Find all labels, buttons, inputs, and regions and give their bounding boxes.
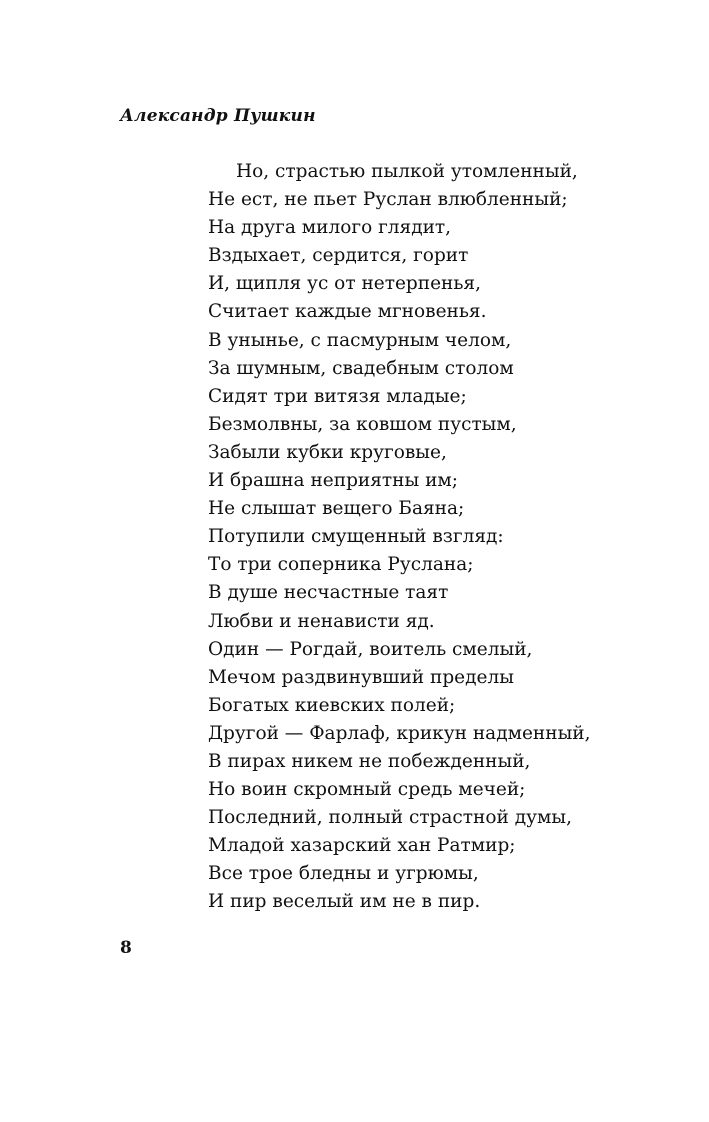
poem-line: И пир веселый им не в пир.	[208, 891, 481, 913]
poem-line: То три соперника Руслана;	[208, 554, 474, 576]
poem-line: Считает каждые мгновенья.	[208, 301, 487, 323]
poem-line: Другой — Фарлаф, крикун надменный,	[208, 722, 591, 744]
poem-line: Все трое бледны и угрюмы,	[208, 863, 479, 885]
poem-line: Потупили смущенный взгляд:	[208, 526, 504, 548]
poem-line: Но воин скромный средь мечей;	[208, 779, 526, 801]
poem-line: В пирах никем не побежденный,	[208, 750, 531, 772]
poem-line: На друга милого глядит,	[208, 217, 452, 239]
poem-line: Один — Рогдай, воитель смелый,	[208, 638, 533, 660]
poem-line: В душе несчастные таят	[208, 582, 449, 604]
poem-line: Богатых киевских полей;	[208, 694, 456, 716]
poem-stanza	[208, 158, 591, 917]
poem-line: Не ест, не пьет Руслан влюбленный;	[208, 189, 568, 211]
poem-line: За шумным, свадебным столом	[208, 357, 514, 379]
poem-line: И брашна неприятны им;	[208, 470, 459, 492]
page-number: 8	[120, 938, 132, 958]
poem-line: И, щипля ус от нетерпенья,	[208, 273, 481, 295]
poem-line: Но, страстью пылкой утомленный,	[236, 161, 578, 182]
poem-line: Вздыхает, сердится, горит	[208, 245, 469, 267]
poem-line: Младой хазарский хан Ратмир;	[208, 835, 516, 857]
poem-line: Последний, полный страстной думы,	[208, 807, 572, 829]
poem-line: Не слышат вещего Баяна;	[208, 498, 465, 520]
poem-line: Безмолвны, за ковшом пустым,	[208, 413, 517, 435]
poem-line: Любви и ненависти яд.	[208, 610, 435, 632]
running-header-author: Александр Пушкин	[120, 106, 316, 126]
poem-line: Мечом раздвинувший пределы	[208, 666, 514, 688]
poem-line: Забыли кубки круговые,	[208, 441, 447, 463]
poem-line: Сидят три витязя младые;	[208, 385, 467, 407]
poem-line: В унынье, с пасмурным челом,	[208, 329, 512, 351]
